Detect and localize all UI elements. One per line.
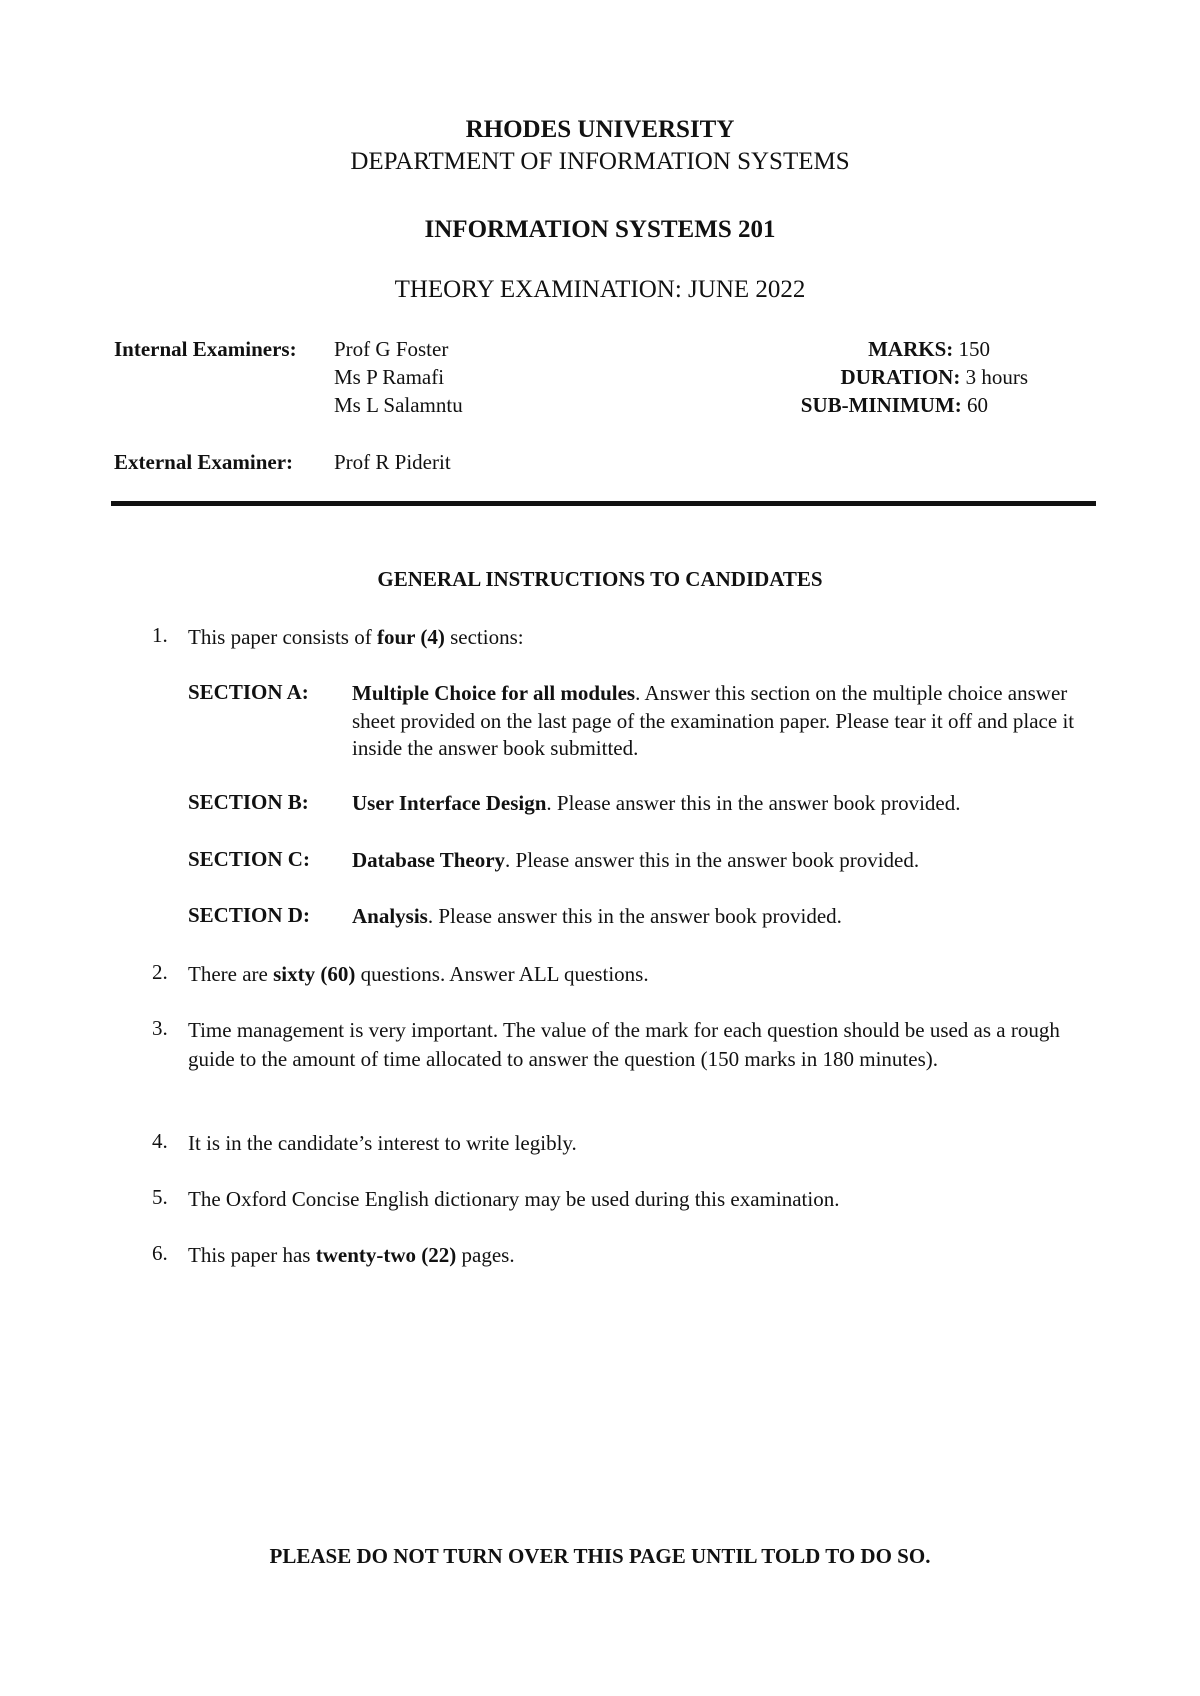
instruction-item-1: [188, 623, 1088, 652]
marks-line: [868, 337, 990, 362]
section-text: . Please answer this in the answer book provided.: [505, 848, 920, 872]
instruction-item-6: [188, 1241, 1088, 1270]
instruction-item-4: It is in the candidate’s interest to write legibly.: [188, 1131, 577, 1155]
department-name: DEPARTMENT OF INFORMATION SYSTEMS: [350, 148, 850, 175]
internal-examiner: Prof G Foster: [334, 337, 449, 361]
section-a-label: SECTION A:: [188, 680, 309, 704]
section-text: . Please answer this in the answer book provided.: [546, 791, 961, 815]
item-bold: sixty (60): [273, 962, 356, 986]
footer-notice: PLEASE DO NOT TURN OVER THIS PAGE UNTIL TOLD TO DO SO.: [269, 1544, 931, 1568]
subminimum-line: [801, 393, 988, 418]
item-number: 4.: [152, 1129, 168, 1153]
section-b-description: [352, 790, 1092, 818]
divider-rule: [111, 501, 1096, 506]
item-text: This paper has: [188, 1243, 316, 1267]
item-bold: four (4): [376, 625, 445, 649]
item-text: There are: [188, 962, 274, 986]
item-text: questions. Answer ALL questions.: [355, 962, 649, 986]
section-c-label: SECTION C:: [188, 847, 310, 871]
section-text: . Answer this section on the multiple choice answer sheet provided on the last page of the examination paper. Please tear it off and place it inside the answer book submitted.: [352, 681, 1075, 760]
section-c-description: [352, 847, 1092, 875]
item-text: pages.: [456, 1243, 515, 1267]
external-examiner: Prof R Piderit: [334, 450, 451, 474]
section-name: Database Theory: [352, 848, 506, 872]
item-text: sections:: [444, 625, 524, 649]
instruction-item-3: Time management is very important. The value of the mark for each question should be used as a rough guide to the amount of time allocated to answer the question (150 marks in 180 minutes).: [188, 1018, 1060, 1071]
duration-line: [841, 365, 1028, 390]
duration-label: DURATION:: [840, 365, 961, 389]
section-d-description: [352, 903, 1092, 931]
exam-title: THEORY EXAMINATION: JUNE 2022: [394, 276, 806, 303]
item-number: 2.: [152, 960, 168, 984]
university-name: RHODES UNIVERSITY: [465, 116, 735, 143]
section-b-label: SECTION B:: [188, 790, 309, 814]
subminimum-label: SUB-MINIMUM:: [800, 393, 962, 417]
external-examiner-label: External Examiner:: [114, 450, 294, 474]
internal-examiners-label: Internal Examiners:: [114, 337, 297, 361]
course-title: INFORMATION SYSTEMS 201: [424, 216, 776, 243]
item-number: 1.: [152, 623, 168, 647]
item-number: 3.: [152, 1016, 168, 1040]
section-d-label: SECTION D:: [188, 903, 310, 927]
section-name: Analysis: [352, 904, 428, 928]
subminimum-value: 60: [967, 393, 988, 417]
item-number: 5.: [152, 1185, 168, 1209]
instructions-heading: GENERAL INSTRUCTIONS TO CANDIDATES: [377, 567, 823, 591]
section-text: . Please answer this in the answer book provided.: [427, 904, 842, 928]
internal-examiner: Ms P Ramafi: [334, 365, 445, 389]
instruction-item-5: The Oxford Concise English dictionary may be used during this examination.: [188, 1187, 840, 1211]
section-name: User Interface Design: [352, 791, 547, 815]
marks-label: MARKS:: [868, 337, 954, 361]
item-text: This paper consists of: [188, 625, 377, 649]
item-number: 6.: [152, 1241, 168, 1265]
internal-examiner: Ms L Salamntu: [334, 393, 463, 417]
section-name: Multiple Choice for all modules: [352, 681, 636, 705]
duration-value: 3 hours: [965, 365, 1028, 389]
instruction-item-2: [188, 960, 1088, 989]
item-bold: twenty-two (22): [315, 1243, 457, 1267]
section-a-description: [352, 680, 1092, 763]
marks-value: 150: [958, 337, 990, 361]
